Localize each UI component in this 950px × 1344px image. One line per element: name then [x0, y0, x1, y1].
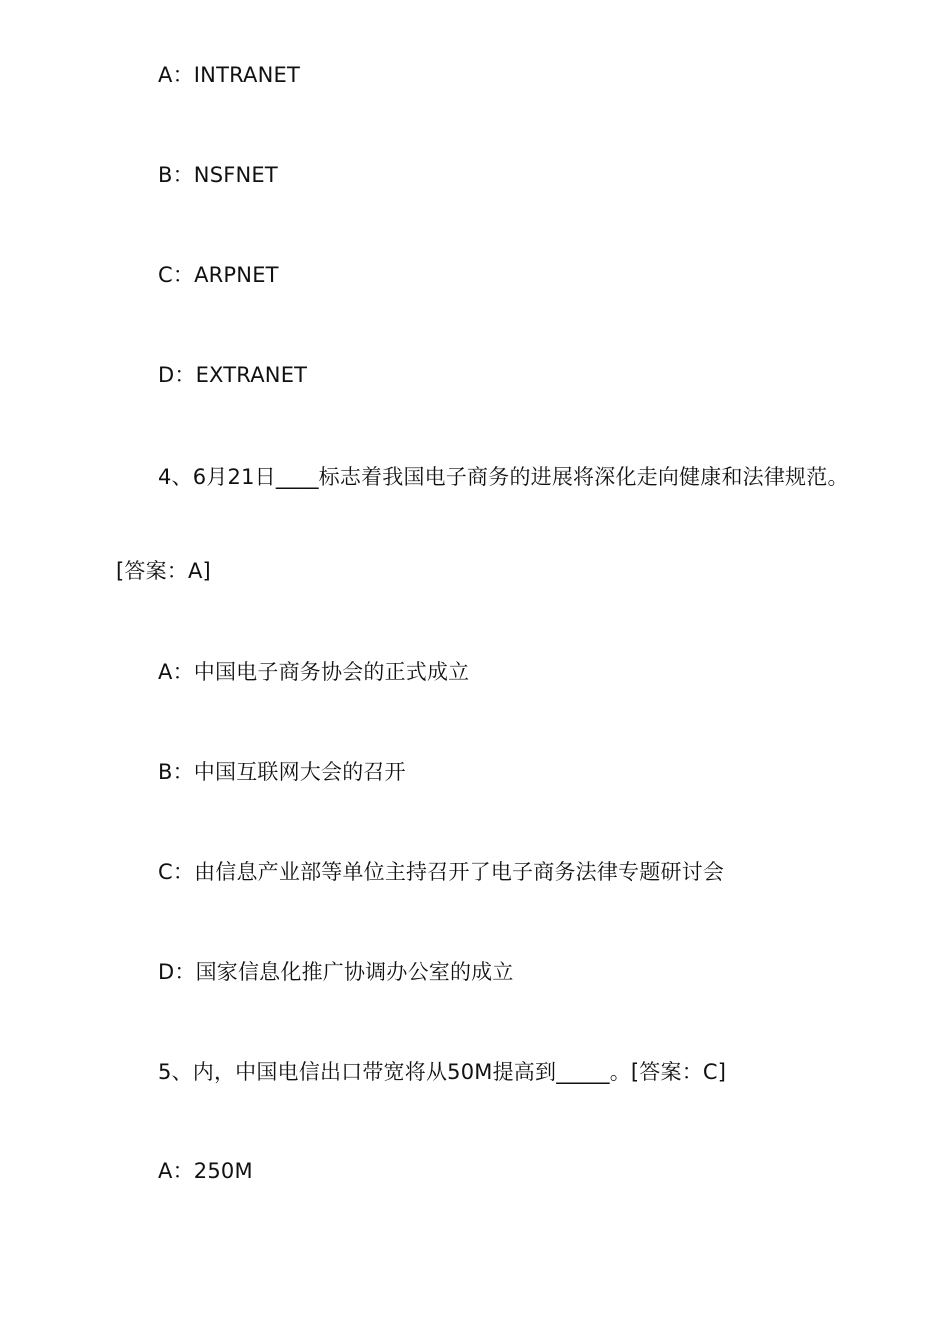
option-d-q3: D：EXTRANET [158, 363, 308, 387]
question-4: 4、6月21日____标志着我国电子商务的进展将深化走向健康和法律规范。 [158, 465, 849, 489]
question-5: 5、内，中国电信出口带宽将从50M提高到_____。[答案：C] [158, 1060, 727, 1084]
option-c-q3: C：ARPNET [158, 263, 279, 287]
option-b-q4: B：中国互联网大会的召开 [158, 760, 406, 784]
option-a-q3: A：INTRANET [158, 63, 301, 87]
option-a-q4: A：中国电子商务协会的正式成立 [158, 660, 470, 684]
option-b-q3: B：NSFNET [158, 163, 278, 187]
option-a-q5: A：250M [158, 1159, 253, 1183]
answer-q4: [答案：A] [116, 559, 211, 583]
option-d-q4: D：国家信息化推广协调办公室的成立 [158, 960, 514, 984]
option-c-q4: C：由信息产业部等单位主持召开了电子商务法律专题研讨会 [158, 860, 725, 884]
